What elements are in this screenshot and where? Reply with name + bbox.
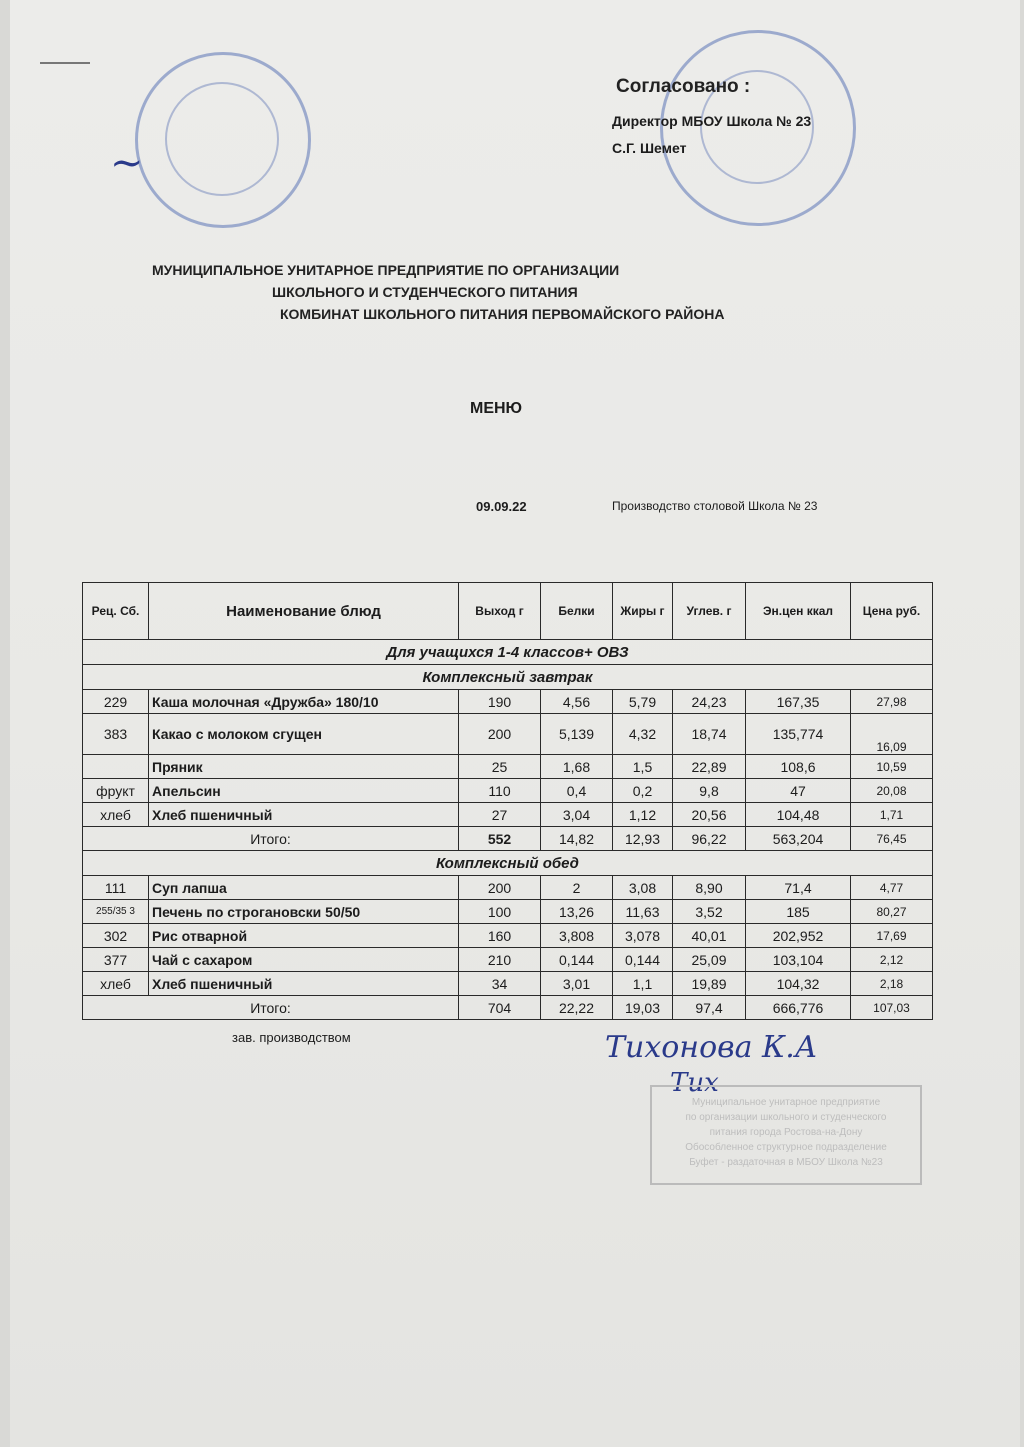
table-row xyxy=(83,948,933,972)
signature: Тихонова К.А xyxy=(605,1030,818,1065)
approval-name: С.Г. Шемет xyxy=(612,140,687,156)
total-value: 22,22 xyxy=(541,996,613,1020)
stamp-line: Муниципальное унитарное предприятие xyxy=(691,1097,881,1108)
stamp-line: Обособленное структурное подразделение xyxy=(685,1142,887,1153)
yield: 110 xyxy=(459,779,541,803)
table-row xyxy=(83,714,933,755)
dish-name: Каша молочная «Дружба» 180/10 xyxy=(149,690,459,714)
dish-name: Хлеб пшеничный xyxy=(149,803,459,827)
protein: 0,4 xyxy=(541,779,613,803)
recipe-code: 229 xyxy=(83,690,149,714)
column-header: Цена руб. xyxy=(851,583,933,640)
table-row xyxy=(83,690,933,714)
energy: 104,32 xyxy=(746,972,851,996)
energy: 167,35 xyxy=(746,690,851,714)
total-value: 14,82 xyxy=(541,827,613,851)
yield: 25 xyxy=(459,755,541,779)
price: 2,18 xyxy=(851,972,933,996)
section-row xyxy=(83,851,933,876)
recipe-code: 302 xyxy=(83,924,149,948)
fat: 1,5 xyxy=(613,755,673,779)
dish-name: Хлеб пшеничный xyxy=(149,972,459,996)
energy: 71,4 xyxy=(746,876,851,900)
carbs: 20,56 xyxy=(673,803,746,827)
org-line-1: МУНИЦИПАЛЬНОЕ УНИТАРНОЕ ПРЕДПРИЯТИЕ ПО ОРГАНИЗАЦИИ xyxy=(152,262,620,278)
fat: 1,12 xyxy=(613,803,673,827)
recipe-code: 111 xyxy=(83,876,149,900)
column-header: Наименование блюд xyxy=(149,583,459,640)
energy: 108,6 xyxy=(746,755,851,779)
dish-name: Пряник xyxy=(149,755,459,779)
fat: 11,63 xyxy=(613,900,673,924)
total-value: 97,4 xyxy=(673,996,746,1020)
org-line-2: ШКОЛЬНОГО И СТУДЕНЧЕСКОГО ПИТАНИЯ xyxy=(272,284,578,300)
price: 20,08 xyxy=(851,779,933,803)
dish-name: Рис отварной xyxy=(149,924,459,948)
carbs: 3,52 xyxy=(673,900,746,924)
signature-short: Тих xyxy=(670,1068,719,1098)
recipe-code: 383 xyxy=(83,714,149,755)
table-row xyxy=(83,924,933,948)
protein: 1,68 xyxy=(541,755,613,779)
carbs: 24,23 xyxy=(673,690,746,714)
table-row xyxy=(83,779,933,803)
fat: 3,08 xyxy=(613,876,673,900)
protein: 4,56 xyxy=(541,690,613,714)
recipe-code: 255/35 3 xyxy=(83,900,149,924)
table-header-row xyxy=(83,583,933,640)
protein: 2 xyxy=(541,876,613,900)
yield: 190 xyxy=(459,690,541,714)
recipe-code xyxy=(83,755,149,779)
total-label: Итого: xyxy=(83,827,459,851)
approval-title: Согласовано : xyxy=(616,76,751,97)
yield: 200 xyxy=(459,714,541,755)
column-header: Жиры г xyxy=(613,583,673,640)
column-header: Рец. Сб. xyxy=(83,583,149,640)
dish-name: Печень по строгановски 50/50 xyxy=(149,900,459,924)
price: 2,12 xyxy=(851,948,933,972)
table-row xyxy=(83,803,933,827)
yield: 34 xyxy=(459,972,541,996)
fat: 1,1 xyxy=(613,972,673,996)
total-value: 704 xyxy=(459,996,541,1020)
protein: 0,144 xyxy=(541,948,613,972)
org-line-3: КОМБИНАТ ШКОЛЬНОГО ПИТАНИЯ ПЕРВОМАЙСКОГО РАЙОНА xyxy=(280,306,725,322)
recipe-code: фрукт xyxy=(83,779,149,803)
protein: 3,04 xyxy=(541,803,613,827)
yield: 160 xyxy=(459,924,541,948)
rectangular-stamp xyxy=(650,1085,922,1185)
carbs: 9,8 xyxy=(673,779,746,803)
dish-name: Суп лапша xyxy=(149,876,459,900)
table-row xyxy=(83,876,933,900)
total-value: 12,93 xyxy=(613,827,673,851)
yield: 100 xyxy=(459,900,541,924)
total-value: 107,03 xyxy=(851,996,933,1020)
fat: 3,078 xyxy=(613,924,673,948)
energy: 103,104 xyxy=(746,948,851,972)
group-title: Для учащихся 1-4 классов+ ОВЗ xyxy=(83,640,933,665)
total-value: 19,03 xyxy=(613,996,673,1020)
column-header: Углев. г xyxy=(673,583,746,640)
total-value: 96,22 xyxy=(673,827,746,851)
price: 10,59 xyxy=(851,755,933,779)
carbs: 19,89 xyxy=(673,972,746,996)
stamp-line: Буфет - раздаточная в МБОУ Школа №23 xyxy=(689,1157,883,1168)
stamp-line: по организации школьного и студенческого xyxy=(685,1112,887,1123)
table-row xyxy=(83,900,933,924)
recipe-code: хлеб xyxy=(83,972,149,996)
approval-director: Директор МБОУ Школа № 23 xyxy=(612,113,812,129)
column-header: Белки xyxy=(541,583,613,640)
total-row xyxy=(83,996,933,1020)
total-label: Итого: xyxy=(83,996,459,1020)
fat: 0,2 xyxy=(613,779,673,803)
yield: 210 xyxy=(459,948,541,972)
energy: 47 xyxy=(746,779,851,803)
protein: 3,01 xyxy=(541,972,613,996)
carbs: 18,74 xyxy=(673,714,746,755)
yield: 27 xyxy=(459,803,541,827)
price: 4,77 xyxy=(851,876,933,900)
energy: 202,952 xyxy=(746,924,851,948)
menu-date: 09.09.22 xyxy=(476,499,527,514)
total-value: 76,45 xyxy=(851,827,933,851)
total-row xyxy=(83,827,933,851)
fat: 0,144 xyxy=(613,948,673,972)
protein: 13,26 xyxy=(541,900,613,924)
price: 27,98 xyxy=(851,690,933,714)
table-row xyxy=(83,755,933,779)
section-title: Комплексный завтрак xyxy=(83,665,933,690)
energy: 135,774 xyxy=(746,714,851,755)
production-label: Производство столовой Школа № 23 xyxy=(612,499,818,513)
dish-name: Чай с сахаром xyxy=(149,948,459,972)
dish-name: Какао с молоком сгущен xyxy=(149,714,459,755)
signature-left: ~ xyxy=(110,140,144,186)
price: 16,09 xyxy=(851,714,933,755)
price: 80,27 xyxy=(851,900,933,924)
price: 17,69 xyxy=(851,924,933,948)
recipe-code: 377 xyxy=(83,948,149,972)
pen-mark xyxy=(40,62,90,64)
energy: 185 xyxy=(746,900,851,924)
yield: 200 xyxy=(459,876,541,900)
section-title: Комплексный обед xyxy=(83,851,933,876)
menu-table xyxy=(82,582,933,1020)
carbs: 8,90 xyxy=(673,876,746,900)
group-row xyxy=(83,640,933,665)
protein: 5,139 xyxy=(541,714,613,755)
carbs: 25,09 xyxy=(673,948,746,972)
dish-name: Апельсин xyxy=(149,779,459,803)
price: 1,71 xyxy=(851,803,933,827)
protein: 3,808 xyxy=(541,924,613,948)
total-value: 552 xyxy=(459,827,541,851)
carbs: 40,01 xyxy=(673,924,746,948)
total-value: 666,776 xyxy=(746,996,851,1020)
recipe-code: хлеб xyxy=(83,803,149,827)
stamp-line: питания города Ростова-на-Дону xyxy=(709,1127,863,1138)
table-row xyxy=(83,972,933,996)
seal-left-inner xyxy=(165,82,279,196)
energy: 104,48 xyxy=(746,803,851,827)
carbs: 22,89 xyxy=(673,755,746,779)
column-header: Эн.цен ккал xyxy=(746,583,851,640)
footer-role: зав. производством xyxy=(232,1030,351,1045)
section-row xyxy=(83,665,933,690)
total-value: 563,204 xyxy=(746,827,851,851)
column-header: Выход г xyxy=(459,583,541,640)
page-title: МЕНЮ xyxy=(470,400,523,417)
fat: 4,32 xyxy=(613,714,673,755)
fat: 5,79 xyxy=(613,690,673,714)
